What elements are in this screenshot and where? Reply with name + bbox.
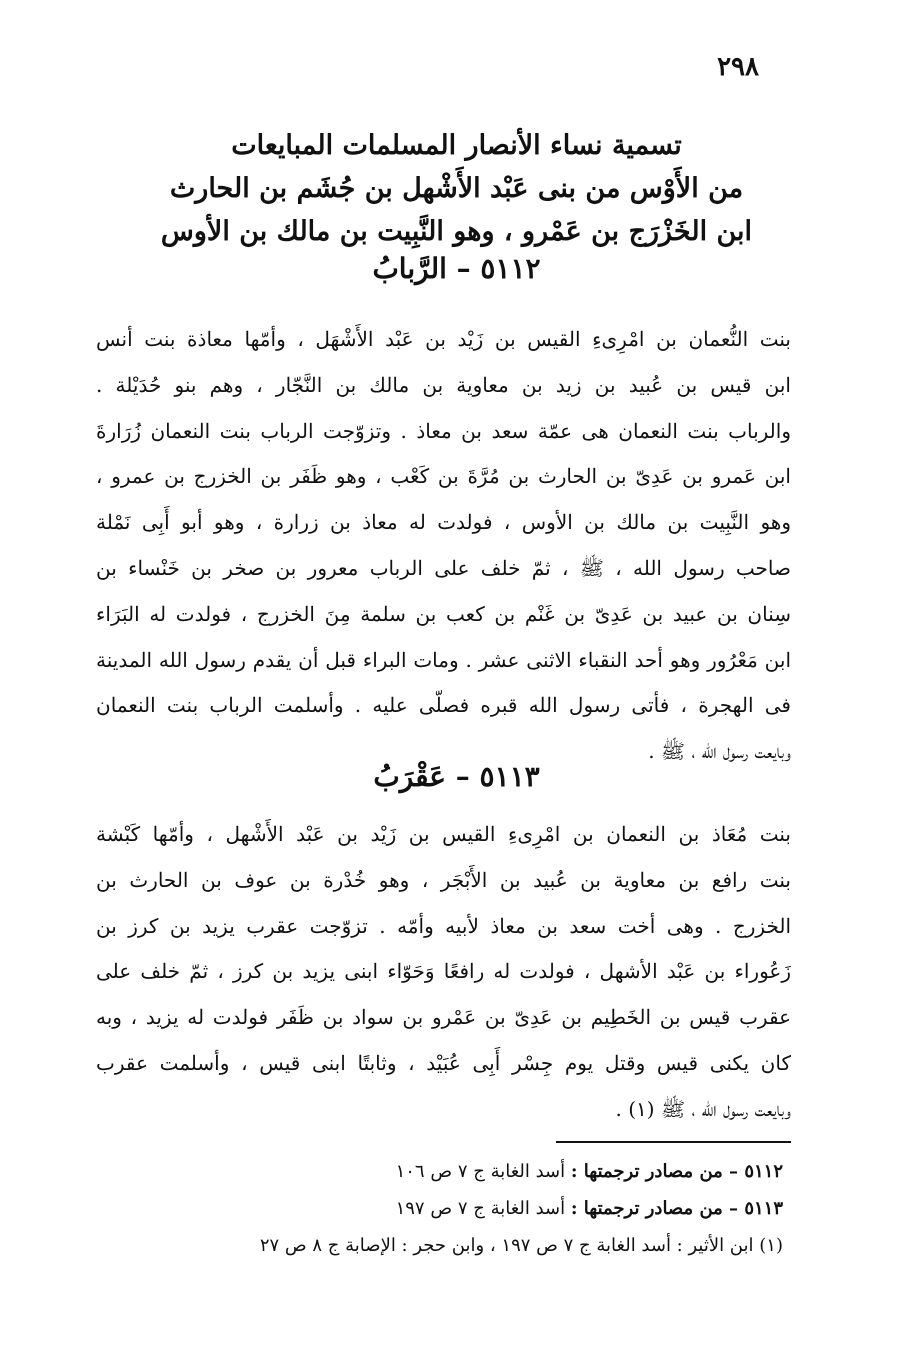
footnote-1 xyxy=(110,1227,783,1264)
entry-body-5113 xyxy=(96,812,791,1133)
text-line: ابن قيس بن عُبيد بن زيد بن معاوية بن مالك بن النَّجّار ، وهم بنو حُدَيْلة . xyxy=(96,372,791,397)
text-line: ابن مَعْرُور وهو أحد النقباء الاثنى عشر . ومات البراء قبل أن يقدم رسول الله المدينة xyxy=(96,647,791,672)
text-line: وهو النَّبِيت بن مالك بن الأوس ، فولدت له معاذ بن زرارة ، وهو أبو أَبِى نَمْلة xyxy=(96,510,791,535)
header-line-2: من الأَوْس من بنى عَبْد الأَشْهل بن جُشَم بن الحارث xyxy=(169,173,744,204)
text-line: صاحب رسول الله ، ﷺ ، ثمّ خلف على الرباب معرور بن صخر بن خَنْساء بن xyxy=(96,555,791,580)
page-number: ٢٩٨ xyxy=(717,52,759,82)
footnote-divider xyxy=(556,1141,791,1143)
footnote-text: ابن الأثير : أسد الغابة ج ٧ ص ١٩٧ ، وابن حجر : الإصابة ج ٨ ص ٢٧ xyxy=(259,1235,754,1256)
section-header xyxy=(90,124,823,253)
text-line: سِنان بن عبيد بن عَدِىّ بن غَنْم بن كعب بن سلمة مِنَ الخزرج ، فولدت له البَرَاء xyxy=(96,601,791,626)
text-line: عقرب قيس بن الخَطِيم بن عَدِىّ بن عَمْرو بن سواد بن ظَفَر فولدت له يزيد ، وبه xyxy=(96,1005,791,1030)
text-line: ابن عَمرو بن عَدِىّ بن الحارث بن مُرَّةَ بن كَعْب ، وهو ظَفَر بن الخزرج بن عمرو ، xyxy=(96,464,791,489)
text-line: وبايعت رسول الله ، ﷺ . xyxy=(648,739,791,764)
footnote-label: (١) xyxy=(759,1235,783,1256)
text-line: فى الهجرة ، فأتى رسول الله قبره فصلّى عليه . وأسلمت الرباب بنت النعمان xyxy=(96,693,791,718)
text-line: بنت رافع بن معاوية بن عُبيد بن الأَبْجَر ، وهو خُدْرة بن عوف بن الحارث بن xyxy=(96,867,791,892)
footnotes xyxy=(110,1153,783,1264)
footnote-5112 xyxy=(110,1153,783,1190)
footnote-label: ٥١١٢ – من مصادر ترجمتها : xyxy=(570,1161,783,1182)
footnote-5113 xyxy=(110,1190,783,1227)
text-line: زَعُوراء بن عَبْد الأشهل ، فولدت له رافعًا وَحَوّاء ابنى يزيد بن كرز ، ثمّ خلف على xyxy=(96,959,791,984)
entry-body-5112 xyxy=(96,317,791,775)
text-line: بنت النُّعمان بن امْرِىءِ القيس بن زَيْد بن عَبْد الأَشْهَل ، وأمّها معاذة بنت أنس xyxy=(96,327,791,351)
text-line: بنت مُعَاذ بن النعمان بن امْرِىءِ القيس بن زَيْد بن عَبْد الأَشْهل ، وأمّها كَبْشة xyxy=(96,822,791,846)
header-line-3: ابن الخَزْرَج بن عَمْرو ، وهو النَّبِيت بن مالك بن الأوس xyxy=(160,216,753,247)
header-line-1: تسمية نساء الأنصار المسلمات المبايعات xyxy=(231,130,682,161)
text-line: والرباب بنت النعمان هى عمّة سعد بن معاذ . وتزوّجت الرباب بنت النعمان زُرَارةَ xyxy=(96,418,791,443)
footnote-label: ٥١١٣ – من مصادر ترجمتها : xyxy=(570,1198,783,1219)
text-line: كان يكنى قيس وقتل يوم جِسْر أَبِى عُبَيْد ، وثابتًا ابنى قيس ، وأسلمت عقرب xyxy=(96,1050,791,1075)
entry-title-5112: ٥١١٢ – الرَّبابُ xyxy=(372,252,541,285)
text-line: الخزرج . وهى أخت سعد بن معاذ لأبيه وأمّه . تزوّجت عقرب يزيد بن كرز بن xyxy=(96,913,791,938)
entry-title-5113: ٥١١٣ – عَقْرَبُ xyxy=(373,760,540,793)
footnote-text: أسد الغابة ج ٧ ص ١٩٧ xyxy=(395,1198,566,1219)
footnote-text: أسد الغابة ج ٧ ص ١٠٦ xyxy=(395,1161,566,1182)
text-line: وبايعت رسول الله ، ﷺ (١) . xyxy=(615,1096,791,1121)
